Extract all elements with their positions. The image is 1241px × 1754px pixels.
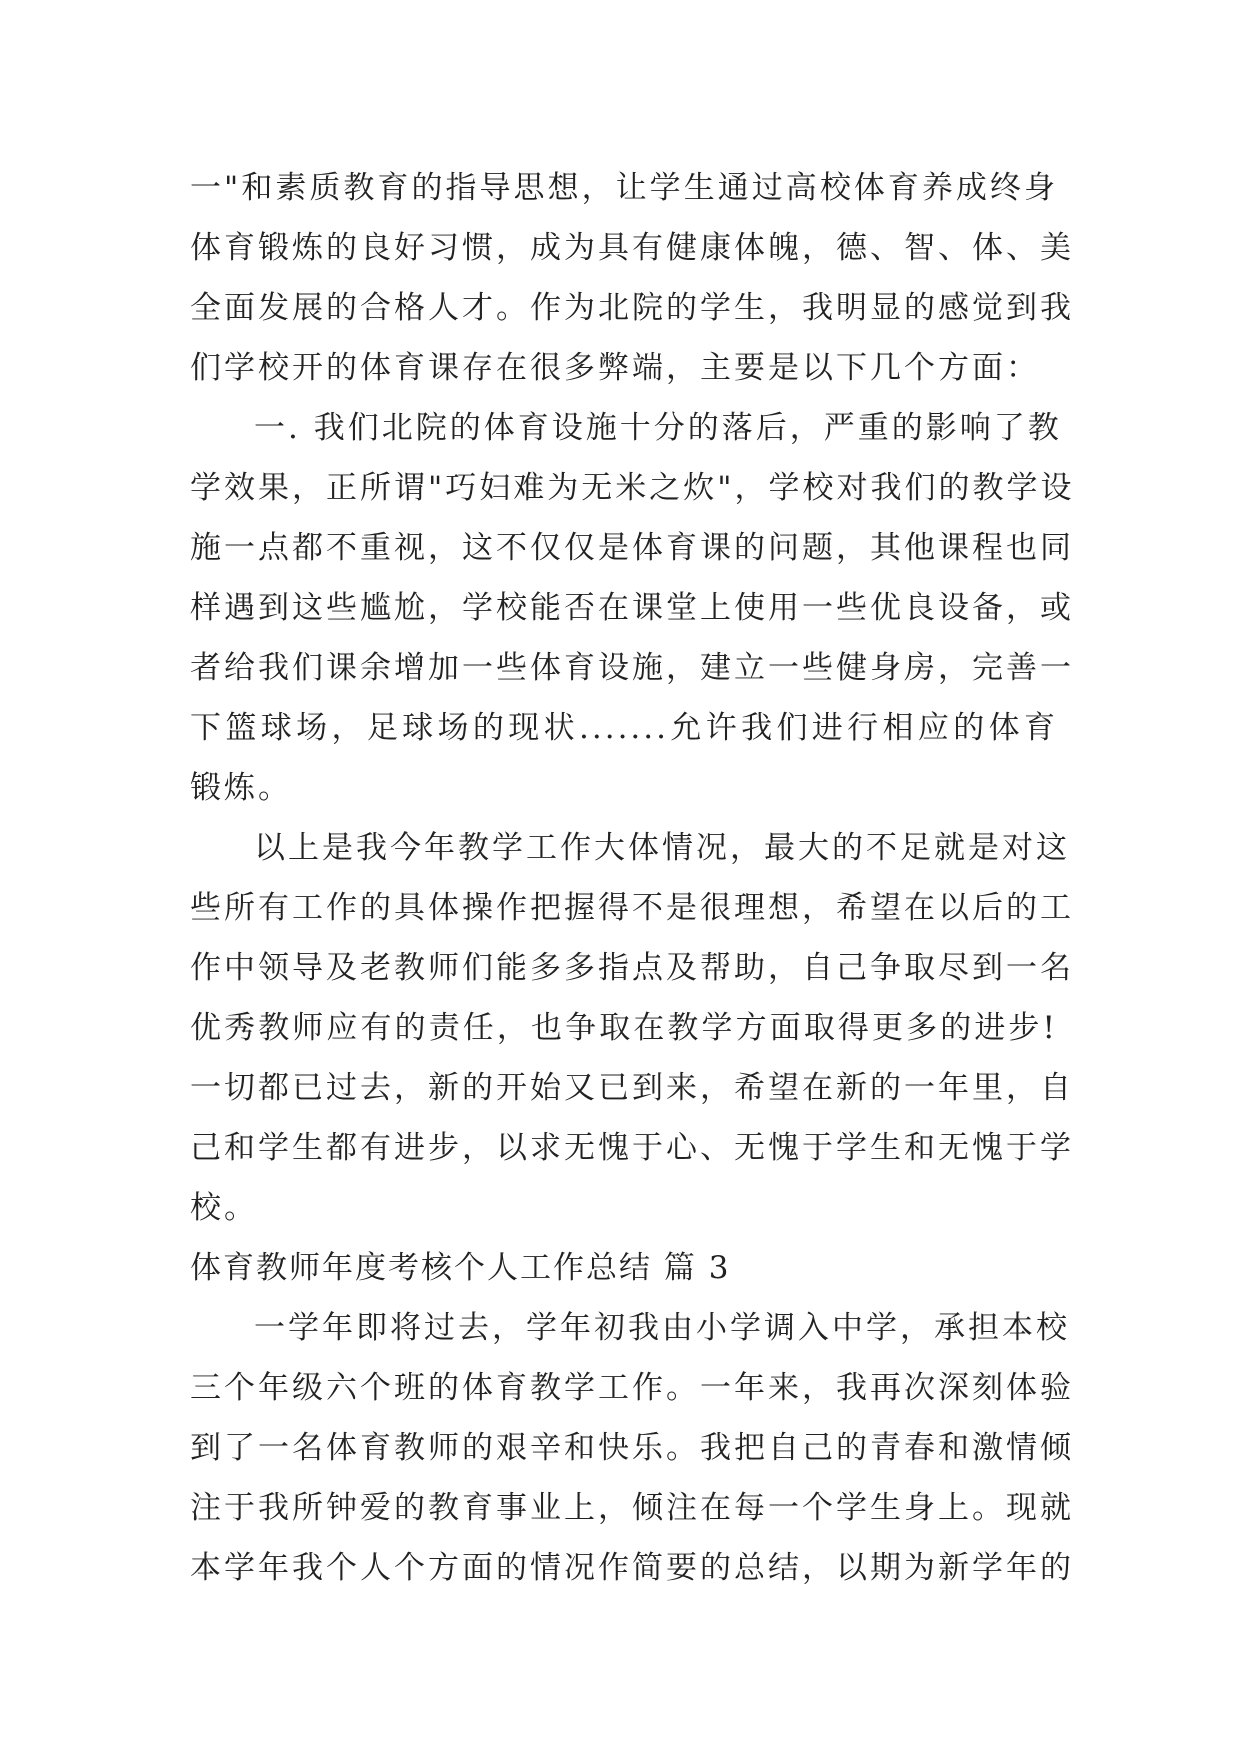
text-line: 己和学生都有进步，以求无愧于心、无愧于学生和无愧于学 xyxy=(190,1130,1074,1166)
text-line: 些所有工作的具体操作把握得不是很理想，希望在以后的工 xyxy=(190,890,1074,926)
text-line: 全面发展的合格人才。作为北院的学生，我明显的感觉到我 xyxy=(190,290,1074,326)
text-line: 们学校开的体育课存在很多弊端，主要是以下几个方面： xyxy=(190,350,1040,386)
paragraph-guiding-thought xyxy=(190,158,1074,398)
text-line: 本学年我个人个方面的情况作简要的总结，以期为新学年的 xyxy=(190,1550,1074,1586)
text-line: 施一点都不重视，这不仅仅是体育课的问题，其他课程也同 xyxy=(190,530,1074,566)
text-line: 下篮球场，足球场的现状.......允许我们进行相应的体育 xyxy=(190,710,1058,746)
text-line: 作中领导及老教师们能多多指点及帮助，自己争取尽到一名 xyxy=(190,950,1074,986)
text-line: 校。 xyxy=(190,1190,258,1226)
text-line: 优秀教师应有的责任，也争取在教学方面取得更多的进步! xyxy=(190,1010,1058,1046)
paragraph-facilities xyxy=(190,398,1075,818)
text-line: 一. 我们北院的体育设施十分的落后，严重的影响了教 xyxy=(254,410,1062,446)
text-line: 到了一名体育教师的艰辛和快乐。我把自己的青春和激情倾 xyxy=(190,1430,1074,1466)
text-line: 锻炼。 xyxy=(190,770,292,806)
text-line: 者给我们课余增加一些体育设施，建立一些健身房，完善一 xyxy=(190,650,1074,686)
paragraph-year-review xyxy=(190,1298,1074,1598)
section-heading: 体育教师年度考核个人工作总结 篇 3 xyxy=(190,1250,731,1286)
text-line: 体育锻炼的良好习惯，成为具有健康体魄，德、智、体、美 xyxy=(190,230,1074,266)
text-line: 样遇到这些尴尬，学校能否在课堂上使用一些优良设备，或 xyxy=(190,590,1074,626)
text-line: 一学年即将过去，学年初我由小学调入中学，承担本校 xyxy=(254,1310,1070,1346)
text-line: 以上是我今年教学工作大体情况，最大的不足就是对这 xyxy=(254,830,1070,866)
paragraph-summary xyxy=(190,818,1074,1238)
document-body xyxy=(190,158,1075,1598)
text-line: 一"和素质教育的指导思想，让学生通过高校体育养成终身 xyxy=(190,170,1058,206)
text-line: 注于我所钟爱的教育事业上，倾注在每一个学生身上。现就 xyxy=(190,1490,1074,1526)
text-line: 学效果，正所谓"巧妇难为无米之炊"，学校对我们的教学设 xyxy=(190,470,1075,506)
text-line: 一切都已过去，新的开始又已到来，希望在新的一年里，自 xyxy=(190,1070,1074,1106)
text-line: 三个年级六个班的体育教学工作。一年来，我再次深刻体验 xyxy=(190,1370,1074,1406)
